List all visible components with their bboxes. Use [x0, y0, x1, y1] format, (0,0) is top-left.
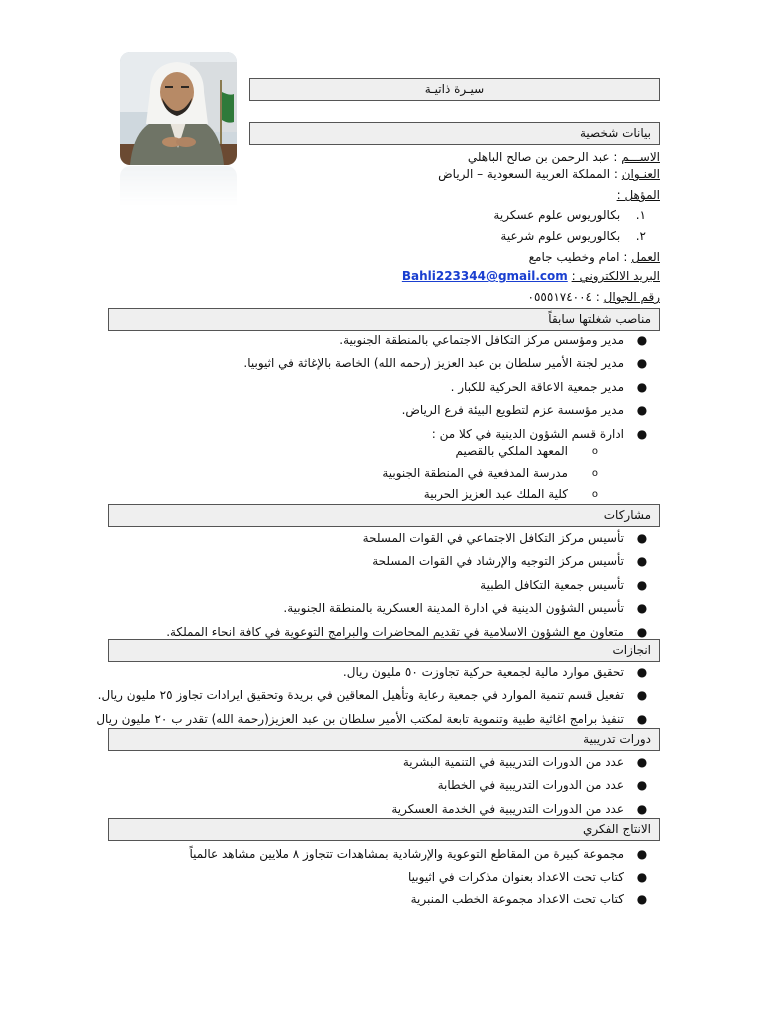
list-item: ● تفعيل قسم تنمية الموارد في جمعية رعاية وتأهيل المعاقين في بريدة وتحقيق ايرادات تجاوز ٢٥ مليون ريال. — [96, 684, 656, 707]
list-item: ● تنفيذ برامج اغاثية طبية وتنموية تابعة لمكتب الأمير سلطان بن عبد العزيز(رحمة الله) تقدر ب ٢٠ مليون ريال — [96, 708, 656, 731]
personal-address-row — [438, 164, 660, 185]
list-item: ● عدد من الدورات التدريبية في الخطابة — [391, 774, 656, 797]
bullet-icon: ● — [636, 711, 648, 726]
section-title-training: دورات تدريبية — [583, 732, 651, 746]
name-label: الاســـم — [621, 150, 660, 164]
bullet-icon: ● — [636, 601, 648, 616]
list-item: ● تأسيس مركز التكافل الاجتماعي في القوات المسلحة — [166, 527, 656, 550]
list-item: ● ادارة قسم الشؤون الدينية في كلا من : — [243, 423, 656, 446]
bullet-icon: ● — [636, 624, 648, 639]
work-value: : امام وخطيب جامع — [528, 250, 628, 264]
section-title-positions: مناصب شغلتها سابقاً — [548, 312, 651, 326]
list-item: ● مدير جمعية الاعاقة الحركية للكبار . — [243, 376, 656, 399]
list-item: ● عدد من الدورات التدريبية في الخدمة العسكرية — [391, 798, 656, 821]
section-header-positions — [108, 308, 660, 331]
list-item: ● كتاب تحت الاعداد بعنوان مذكرات في اثيوبيا — [189, 866, 656, 889]
section-header-training — [108, 728, 660, 751]
sub-list-item: o مدرسة المدفعية في المنطقة الجنوبية — [382, 463, 608, 485]
bullet-icon: ● — [636, 379, 648, 394]
cv-title-bar — [249, 78, 660, 101]
name-value: : عبد الرحمن بن صالح الباهلي — [467, 150, 618, 164]
list-item: ● مدير لجنة الأمير سلطان بن عبد العزيز (رحمه الله) الخاصة بالإغاثة في اثيوبيا. — [243, 352, 656, 375]
list-item: ● كتاب تحت الاعداد مجموعة الخطب المنبرية — [189, 888, 656, 911]
profile-photo-reflection — [120, 166, 237, 206]
list-item: ● تأسيس مركز التوجيه والإرشاد في القوات المسلحة — [166, 550, 656, 573]
mobile-label: رقم الجوال — [603, 290, 660, 304]
list-item: ● متعاون مع الشؤون الاسلامية في تقديم المحاضرات والبرامج التوعوية في كافة انحاء المملكة. — [166, 621, 656, 644]
bullet-icon: ● — [636, 403, 648, 418]
intellectual-list — [189, 843, 656, 911]
qualification-label: المؤهل : — [616, 188, 660, 202]
list-item: ● مجموعة كبيرة من المقاطع التوعوية والإرشادية بمشاهدات تتجاوز ٨ ملايين مشاهد عالمياً — [189, 843, 656, 866]
bullet-icon: ● — [636, 778, 648, 793]
list-item: ● تأسيس الشؤون الدينية في ادارة المدينة العسكرية بالمنطقة الجنوبية. — [166, 597, 656, 620]
mobile-value: : ٠٥٥٥١٧٤٠٠٤ — [527, 290, 600, 304]
bullet-icon: ● — [636, 801, 648, 816]
personal-qualification-row — [617, 185, 660, 206]
bullet-icon: ● — [636, 333, 648, 347]
qualification-text: بكالوريوس علوم شرعية — [500, 229, 621, 243]
bullet-icon: ● — [636, 847, 648, 861]
achievements-list — [96, 661, 656, 731]
address-value: : المملكة العربية السعودية – الرياض — [438, 167, 618, 181]
positions-sublist — [382, 441, 608, 506]
list-item: ● مدير ومؤسس مركز التكافل الاجتماعي بالمنطقة الجنوبية. — [243, 329, 656, 352]
bullet-icon: ● — [636, 869, 648, 884]
bullet-icon: ● — [636, 577, 648, 592]
section-header-personal — [249, 122, 660, 145]
list-item: ● تحقيق موارد مالية لجمعية حركية تجاوزت ٥٠ مليون ريال. — [96, 661, 656, 684]
personal-email-row — [402, 266, 660, 287]
circle-bullet-icon: o — [591, 446, 598, 457]
positions-list — [243, 329, 656, 446]
section-title-intellectual: الانتاج الفكري — [582, 822, 651, 836]
bullet-icon: ● — [636, 892, 648, 906]
qualification-item — [500, 226, 646, 247]
bullet-icon: ● — [636, 688, 648, 703]
section-header-achievements — [108, 639, 660, 662]
qualification-item — [493, 205, 646, 226]
bullet-icon: ● — [636, 356, 648, 371]
section-header-intellectual — [108, 818, 660, 841]
bullet-icon: ● — [636, 426, 648, 441]
participations-list — [166, 527, 656, 644]
circle-bullet-icon: o — [591, 467, 598, 479]
address-label: العنـوان — [621, 167, 660, 181]
section-title-participations: مشاركات — [603, 508, 651, 522]
profile-photo — [120, 52, 237, 165]
list-item: ● عدد من الدورات التدريبية في التنمية البشرية — [391, 751, 656, 774]
email-link[interactable]: Bahli223344@gmail.com — [401, 269, 568, 283]
sub-list-item: o المعهد الملكي بالقصيم — [382, 441, 608, 463]
email-label: البريد الالكتروني : — [571, 269, 660, 283]
list-item: ● تأسيس جمعية التكافل الطبية — [166, 574, 656, 597]
list-item: ● مدير مؤسسة عزم لتطويع البيئة فرع الرياض. — [243, 399, 656, 422]
section-title-achievements: انجازات — [612, 643, 651, 657]
qualification-number: ١. — [635, 208, 646, 222]
qualification-text: بكالوريوس علوم عسكرية — [493, 208, 621, 222]
cv-title: سيـرة ذاتيـة — [424, 82, 485, 96]
bullet-icon: ● — [636, 554, 648, 569]
personal-work-row — [529, 247, 660, 268]
training-list — [391, 751, 656, 821]
bullet-icon: ● — [636, 531, 648, 545]
section-header-participations — [108, 504, 660, 527]
personal-mobile-row — [528, 287, 660, 308]
bullet-icon: ● — [636, 755, 648, 769]
qualification-number: ٢. — [635, 229, 646, 243]
work-label: العمل — [631, 250, 660, 264]
section-title-personal: بيانات شخصية — [580, 126, 651, 140]
bullet-icon: ● — [636, 665, 648, 679]
sub-list-item: o كلية الملك عبد العزيز الحربية — [382, 484, 608, 506]
circle-bullet-icon: o — [591, 489, 598, 500]
